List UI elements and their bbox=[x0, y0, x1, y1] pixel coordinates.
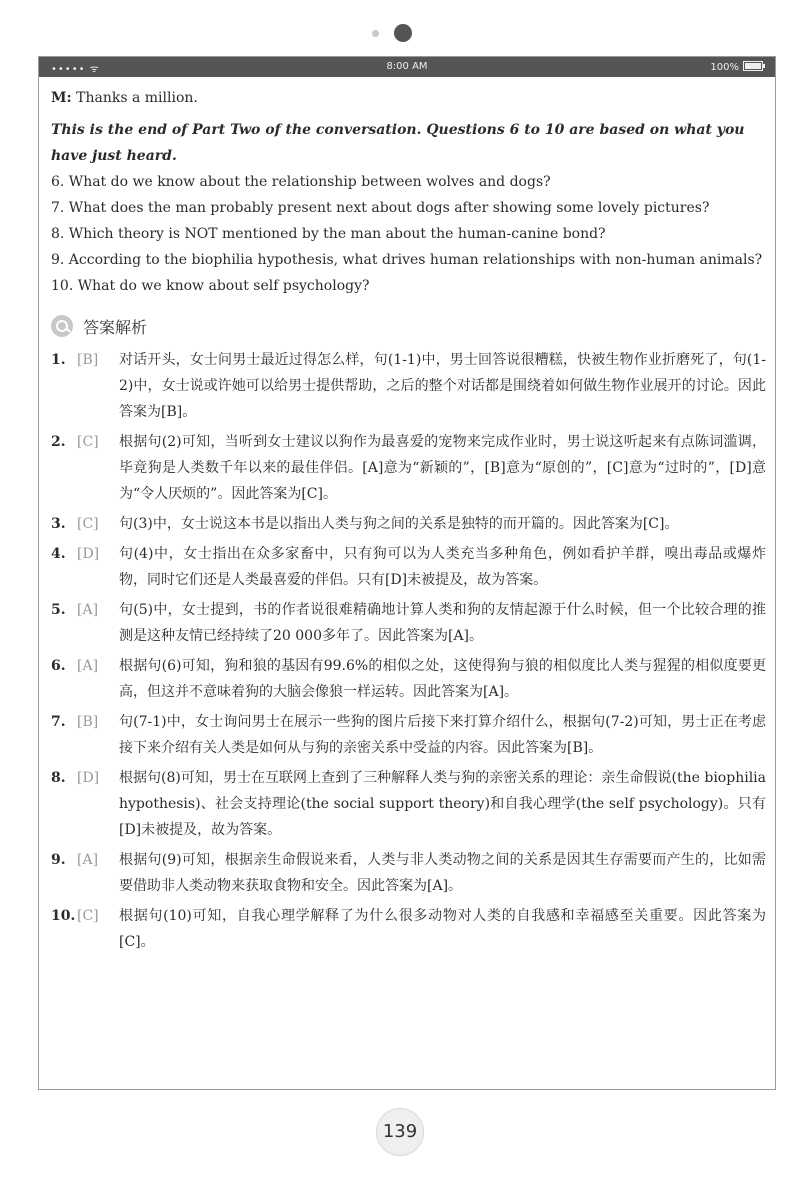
answer-explanation: 根据句(10)可知，自我心理学解释了为什么很多动物对人类的自我感和幸福感至关重要。因此答案为[C]。 bbox=[119, 908, 766, 950]
answer-explanation: 对话开头，女士问男士最近过得怎么样，句(1-1)中，男士回答说很糟糕，快被生物作业折磨死了，句(1-2)中，女士说或许她可以给男士提供帮助，之后的整个对话都是围绕着如何做生物作业展开的讨论。因此答案为[B]。 bbox=[119, 352, 766, 420]
answer-item bbox=[51, 903, 766, 955]
device-camera-area bbox=[0, 22, 800, 46]
answer-explanation: 句(4)中，女士指出在众多家畜中，只有狗可以为人类充当多种角色，例如看护羊群，嗅出毒品或爆炸物，同时它们还是人类最喜爱的伴侣。只有[D]未被提及，故为答案。 bbox=[119, 546, 766, 588]
question-item: 7. What does the man probably present next about dogs after showing some lovely pictures? bbox=[51, 200, 710, 216]
answer-number: 8. bbox=[51, 770, 66, 786]
answer-key: [A] bbox=[77, 852, 99, 868]
answer-explanation: 句(3)中，女士说这本书是以指出人类与狗之间的关系是独特的而开篇的。因此答案为[C]。 bbox=[119, 516, 679, 532]
answer-key: [D] bbox=[77, 546, 100, 562]
answer-key: [A] bbox=[77, 602, 99, 618]
speaker-label: M bbox=[51, 90, 67, 106]
answer-item bbox=[51, 597, 766, 649]
answer-item bbox=[51, 765, 766, 843]
question-item: 10. What do we know about self psychology? bbox=[51, 278, 370, 294]
signal-wifi-icon: ••••• ᯤ bbox=[51, 64, 100, 75]
answer-item bbox=[51, 511, 766, 537]
question-item: 8. Which theory is NOT mentioned by the man about the human-canine bond? bbox=[51, 226, 606, 242]
battery-percent: 100% bbox=[710, 62, 739, 73]
tablet-screen bbox=[38, 56, 776, 1090]
status-time: 8:00 AM bbox=[386, 61, 428, 72]
answer-item bbox=[51, 653, 766, 705]
answer-number: 2. bbox=[51, 434, 66, 450]
answer-number: 7. bbox=[51, 714, 66, 730]
magnifier-icon bbox=[51, 315, 73, 337]
answer-item bbox=[51, 847, 766, 899]
page-footer bbox=[0, 1108, 800, 1156]
answer-item bbox=[51, 347, 766, 425]
dialogue-text: Thanks a million. bbox=[76, 90, 198, 106]
instruction-text: This is the end of Part Two of the conversation. Questions 6 to 10 are based on what you have just heard. bbox=[51, 122, 745, 164]
answer-explanation: 句(5)中，女士提到，书的作者说很难精确地计算人类和狗的友情起源于什么时候，但一个比较合理的推测是这种友情已经持续了20 000多年了。因此答案为[A]。 bbox=[119, 602, 766, 644]
status-battery bbox=[710, 61, 763, 73]
answer-key: [C] bbox=[77, 434, 99, 450]
answer-explanation: 根据句(9)可知，根据亲生命假说来看，人类与非人类动物之间的关系是因其生存需要而产生的，比如需要借助非人类动物来获取食物和安全。因此答案为[A]。 bbox=[119, 852, 766, 894]
answer-explanation: 根据句(2)可知，当听到女士建议以狗作为最喜爱的宠物来完成作业时，男士说这听起来有点陈词滥调，毕竟狗是人类数千年以来的最佳伴侣。[A]意为“新颖的”，[B]意为“原创的”，[C]意为“过时的”，[D]意为“令人厌烦的”。因此答案为[C]。 bbox=[119, 434, 766, 502]
answer-explanation: 根据句(6)可知，狗和狼的基因有99.6%的相似之处，这使得狗与狼的相似度比人类与猩猩的相似度要更高，但这并不意味着狗的大脑会像狼一样运转。因此答案为[A]。 bbox=[119, 658, 766, 700]
section-header bbox=[51, 311, 766, 341]
page-number: 139 bbox=[376, 1108, 424, 1156]
sensor-dot bbox=[372, 30, 379, 37]
question-item: 9. According to the biophilia hypothesis, what drives human relationships with non-human animals? bbox=[51, 252, 763, 268]
answer-number: 3. bbox=[51, 516, 66, 532]
answer-number: 9. bbox=[51, 852, 66, 868]
section-title: 答案解析 bbox=[83, 317, 148, 337]
answer-number: 1. bbox=[51, 352, 66, 368]
answer-number: 6. bbox=[51, 658, 66, 674]
answer-item bbox=[51, 429, 766, 507]
camera-lens bbox=[394, 24, 412, 42]
dialogue-line: M: Thanks a million. bbox=[51, 90, 198, 106]
battery-icon bbox=[743, 61, 763, 71]
answer-key: [C] bbox=[77, 908, 99, 924]
answer-key: [B] bbox=[77, 714, 99, 730]
answer-key: [B] bbox=[77, 352, 99, 368]
answer-number: 4. bbox=[51, 546, 66, 562]
answer-key: [C] bbox=[77, 516, 99, 532]
answer-key: [D] bbox=[77, 770, 100, 786]
answer-list bbox=[51, 347, 766, 955]
answer-key: [A] bbox=[77, 658, 99, 674]
answer-item bbox=[51, 709, 766, 761]
question-item: 6. What do we know about the relationship between wolves and dogs? bbox=[51, 174, 551, 190]
answer-item bbox=[51, 541, 766, 593]
answer-number: 5. bbox=[51, 602, 66, 618]
answer-explanation: 根据句(8)可知，男士在互联网上查到了三种解释人类与狗的亲密关系的理论：亲生命假说(the biophilia hypothesis)、社会支持理论(the social support theory)和自我心理学(the self psychology)。只有[D]未被提及，故为答案。 bbox=[119, 770, 766, 838]
answer-explanation: 句(7-1)中，女士询问男士在展示一些狗的图片后接下来打算介绍什么，根据句(7-2)可知，男士正在考虑接下来介绍有关人类是如何从与狗的亲密关系中受益的内容。因此答案为[B]。 bbox=[119, 714, 766, 756]
status-bar bbox=[39, 57, 775, 77]
page-content bbox=[51, 85, 766, 959]
question-list bbox=[51, 169, 766, 299]
answer-number: 10. bbox=[51, 908, 76, 924]
